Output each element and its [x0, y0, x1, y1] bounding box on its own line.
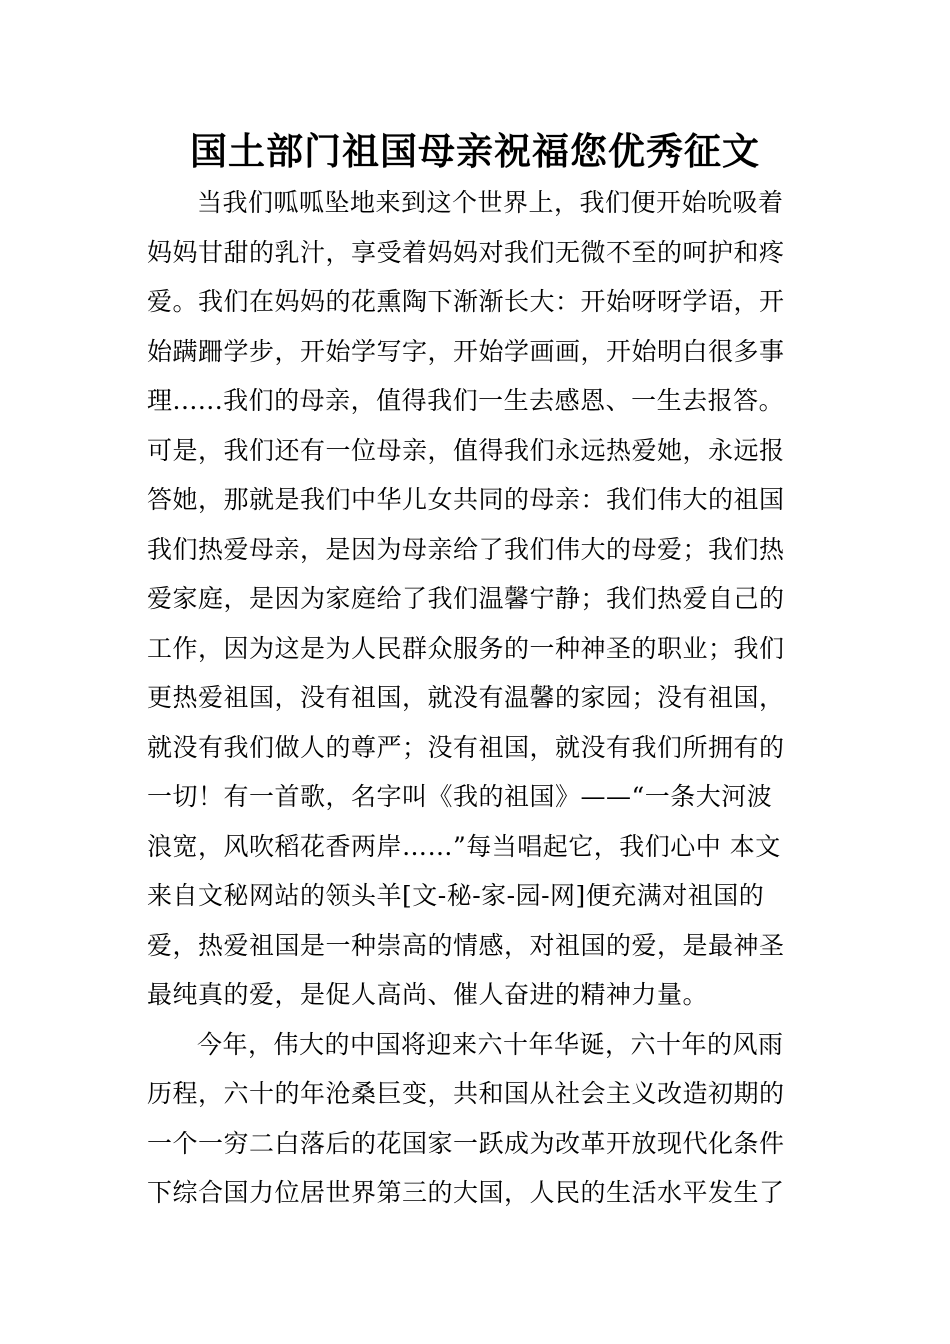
- document-title: 国土部门祖国母亲祝福您优秀征文: [190, 130, 760, 173]
- text-line: 最纯真的爱，是促人高尚、催人奋进的精神力量。: [147, 980, 709, 1009]
- text-line: 我们热爱母亲，是因为母亲给了我们伟大的母爱；我们热: [147, 534, 785, 564]
- text-line: 始蹒跚学步，开始学写字，开始学画画，开始明白很多事: [147, 336, 785, 366]
- text-line: 妈妈甘甜的乳汁，享受着妈妈对我们无微不至的呵护和疼: [147, 237, 785, 267]
- text-line: 浪宽，风吹稻花香两岸……”每当唱起它，我们心中 本文: [147, 831, 781, 861]
- text-line: 可是，我们还有一位母亲，值得我们永远热爱她，永远报: [147, 435, 785, 465]
- text-line: 当我们呱呱坠地来到这个世界上，我们便开始吮吸着: [197, 188, 784, 217]
- text-line: 一个一穷二白落后的花国家一跃成为改革开放现代化条件: [147, 1128, 785, 1158]
- text-line: 来自文秘网站的领头羊[文-秘-家-园-网]便充满对祖国的: [147, 881, 765, 910]
- text-line: 更热爱祖国，没有祖国，就没有温馨的家园；没有祖国，: [147, 683, 785, 712]
- text-line: 今年，伟大的中国将迎来六十年华诞，六十年的风雨: [197, 1029, 784, 1059]
- text-line: 爱家庭，是因为家庭给了我们温馨宁静；我们热爱自己的: [147, 584, 785, 613]
- text-line: 理......我们的母亲，值得我们一生去感恩、一生去报答。: [147, 386, 785, 415]
- text-line: 一切！有一首歌，名字叫《我的祖国》——“一条大河波: [147, 782, 773, 811]
- text-line: 就没有我们做人的尊严；没有祖国，就没有我们所拥有的: [147, 732, 785, 762]
- text-line: 工作，因为这是为人民群众服务的一种神圣的职业；我们: [147, 633, 785, 663]
- text-line: 历程，六十的年沧桑巨变，共和国从社会主义改造初期的: [147, 1079, 785, 1108]
- text-line: 答她，那就是我们中华儿女共同的母亲：我们伟大的祖国: [147, 485, 785, 514]
- text-line: 爱。我们在妈妈的花熏陶下渐渐长大：开始呀呀学语，开: [147, 287, 785, 316]
- text-line: 下综合国力位居世界第三的大国，人民的生活水平发生了: [147, 1178, 785, 1207]
- text-line: 爱，热爱祖国是一种崇高的情感，对祖国的爱，是最神圣: [147, 930, 785, 960]
- document-body: [147, 178, 837, 1218]
